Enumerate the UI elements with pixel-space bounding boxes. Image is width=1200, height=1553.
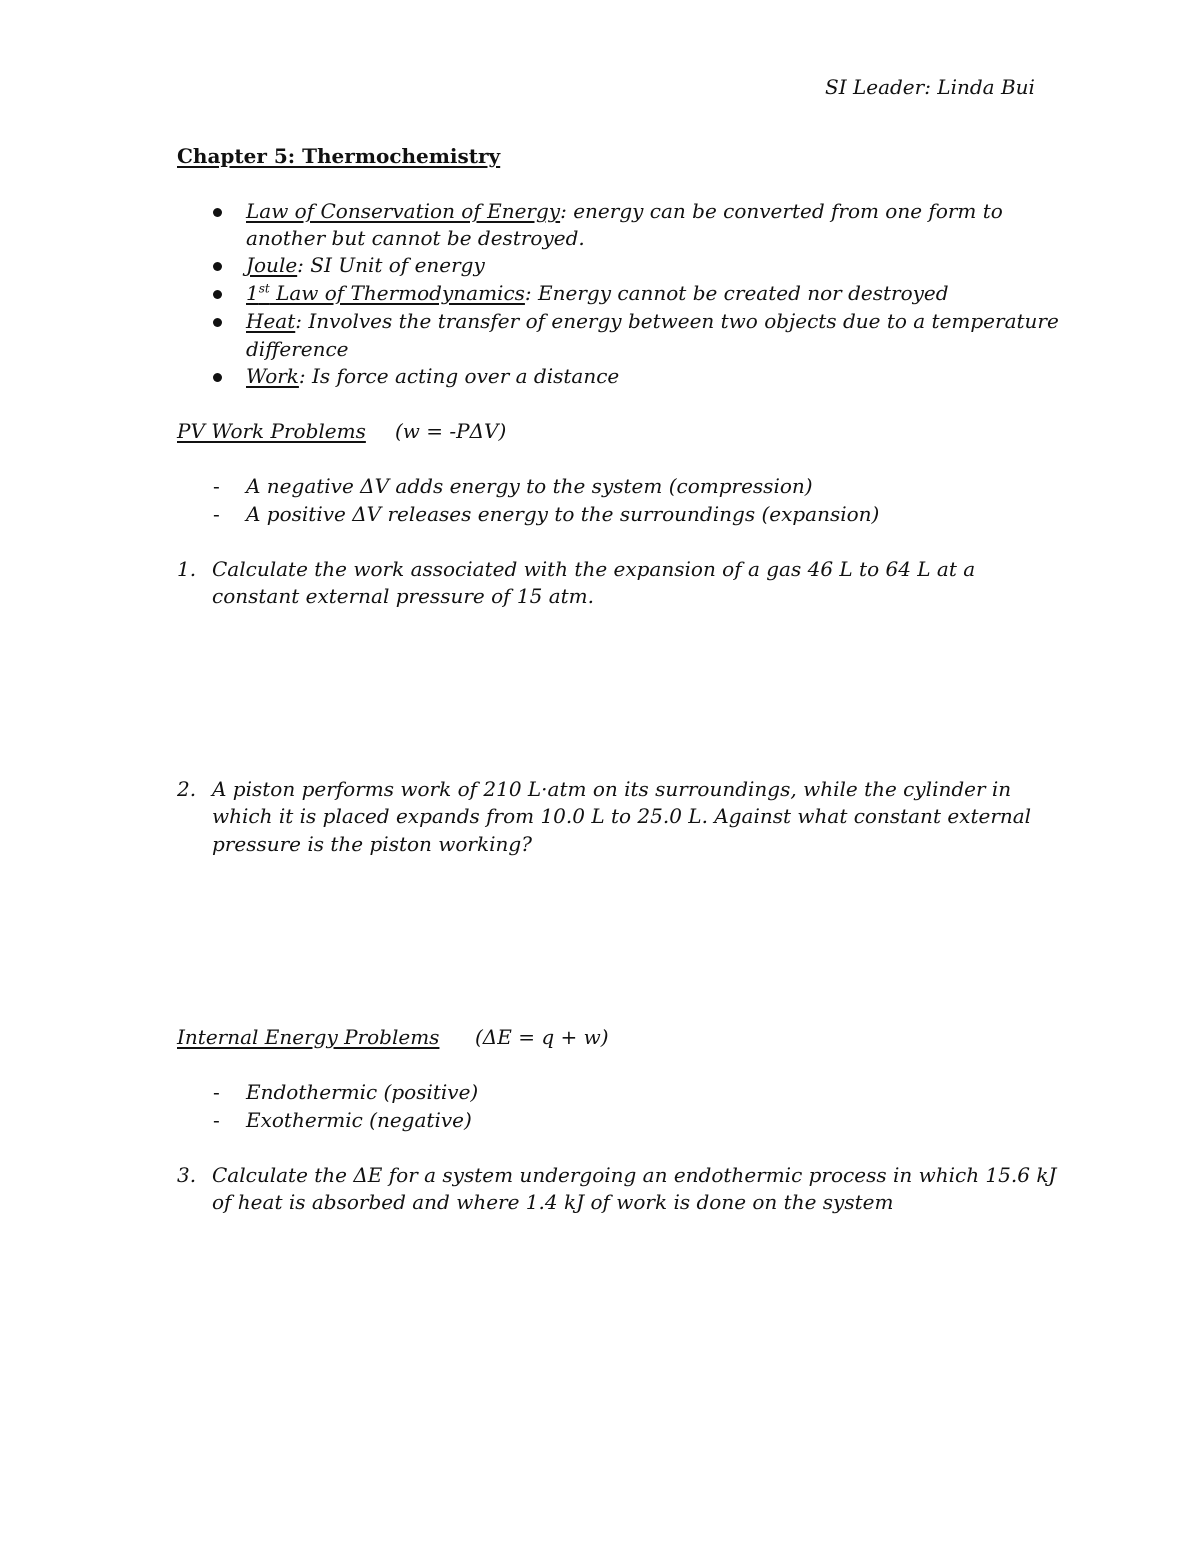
dash-icon: - (213, 474, 220, 498)
problem-1-text: Calculate the work associated with the expansion of a gas 46 L to 64 L at a (212, 557, 976, 581)
internal-energy-point: Endothermic (positive) (246, 1080, 479, 1104)
problem-3-number: 3. (177, 1163, 197, 1187)
problem-1-number: 1. (177, 557, 197, 581)
definition-separator: : (524, 281, 532, 305)
problem-2-text: A piston performs work of 210 L·atm on its surroundings, while the cylinder in (212, 777, 1012, 801)
dash-icon: - (213, 1080, 220, 1104)
dash-icon: - (213, 502, 220, 526)
definition-item-heat (246, 308, 1059, 335)
problem-2-number: 2. (177, 777, 197, 801)
problem-1-text-continued: constant external pressure of 15 atm. (212, 584, 594, 608)
bullet-icon (213, 373, 222, 382)
definition-text: Energy cannot be created nor destroyed (531, 281, 949, 305)
definition-text: Is force acting over a distance (305, 364, 620, 388)
definition-term-name: Law of Thermodynamics (269, 281, 525, 305)
definition-text: Involves the transfer of energy between two objects due to a temperature (302, 309, 1059, 333)
definition-term: Heat (246, 309, 296, 333)
definition-separator: : (298, 364, 306, 388)
internal-energy-formula: (ΔE = q + w) (475, 1025, 609, 1049)
problem-3-text: Calculate the ΔE for a system undergoing an endothermic process in which 15.6 kJ (212, 1163, 1057, 1187)
definition-text: energy can be converted from one form to (566, 199, 1003, 223)
definition-item-work (246, 363, 619, 390)
definition-term: Work (246, 364, 299, 388)
problem-2-text-continued: pressure is the piston working? (212, 832, 532, 856)
dash-icon: - (213, 1108, 220, 1132)
definition-separator: : (297, 253, 304, 277)
si-leader-header: SI Leader: Linda Bui (825, 75, 1035, 99)
definition-text-continued: difference (246, 337, 349, 361)
pv-point: A negative ΔV adds energy to the system (compression) (246, 474, 813, 498)
definition-term-superscript: st (258, 281, 270, 296)
bullet-icon (213, 290, 222, 299)
internal-energy-point: Exothermic (negative) (246, 1108, 472, 1132)
internal-energy-section-title: Internal Energy Problems (177, 1025, 440, 1049)
definition-term: Joule (246, 253, 298, 277)
definition-text: SI Unit of energy (303, 253, 485, 277)
pv-section-title: PV Work Problems (177, 419, 366, 443)
definition-item-joule (246, 252, 485, 279)
definition-term (246, 281, 525, 305)
problem-2-text-continued: which it is placed expands from 10.0 L to 25.0 L. Against what constant external (212, 804, 1032, 828)
definition-separator: : (295, 309, 302, 333)
chapter-title: Chapter 5: Thermochemistry (177, 144, 501, 168)
bullet-icon (213, 262, 222, 271)
bullet-icon (213, 208, 222, 217)
definition-item-conservation (246, 198, 1003, 225)
definition-separator: : (560, 199, 567, 223)
definition-text-continued: another but cannot be destroyed. (246, 226, 585, 250)
pv-formula: (w = -PΔV) (395, 419, 507, 443)
definition-item-first-law (246, 280, 949, 307)
pv-point: A positive ΔV releases energy to the surroundings (expansion) (246, 502, 880, 526)
definition-term: Law of Conservation of Energy (246, 199, 561, 223)
problem-3-text-continued: of heat is absorbed and where 1.4 kJ of work is done on the system (212, 1190, 894, 1214)
definition-term-number: 1 (246, 281, 259, 305)
bullet-icon (213, 318, 222, 327)
